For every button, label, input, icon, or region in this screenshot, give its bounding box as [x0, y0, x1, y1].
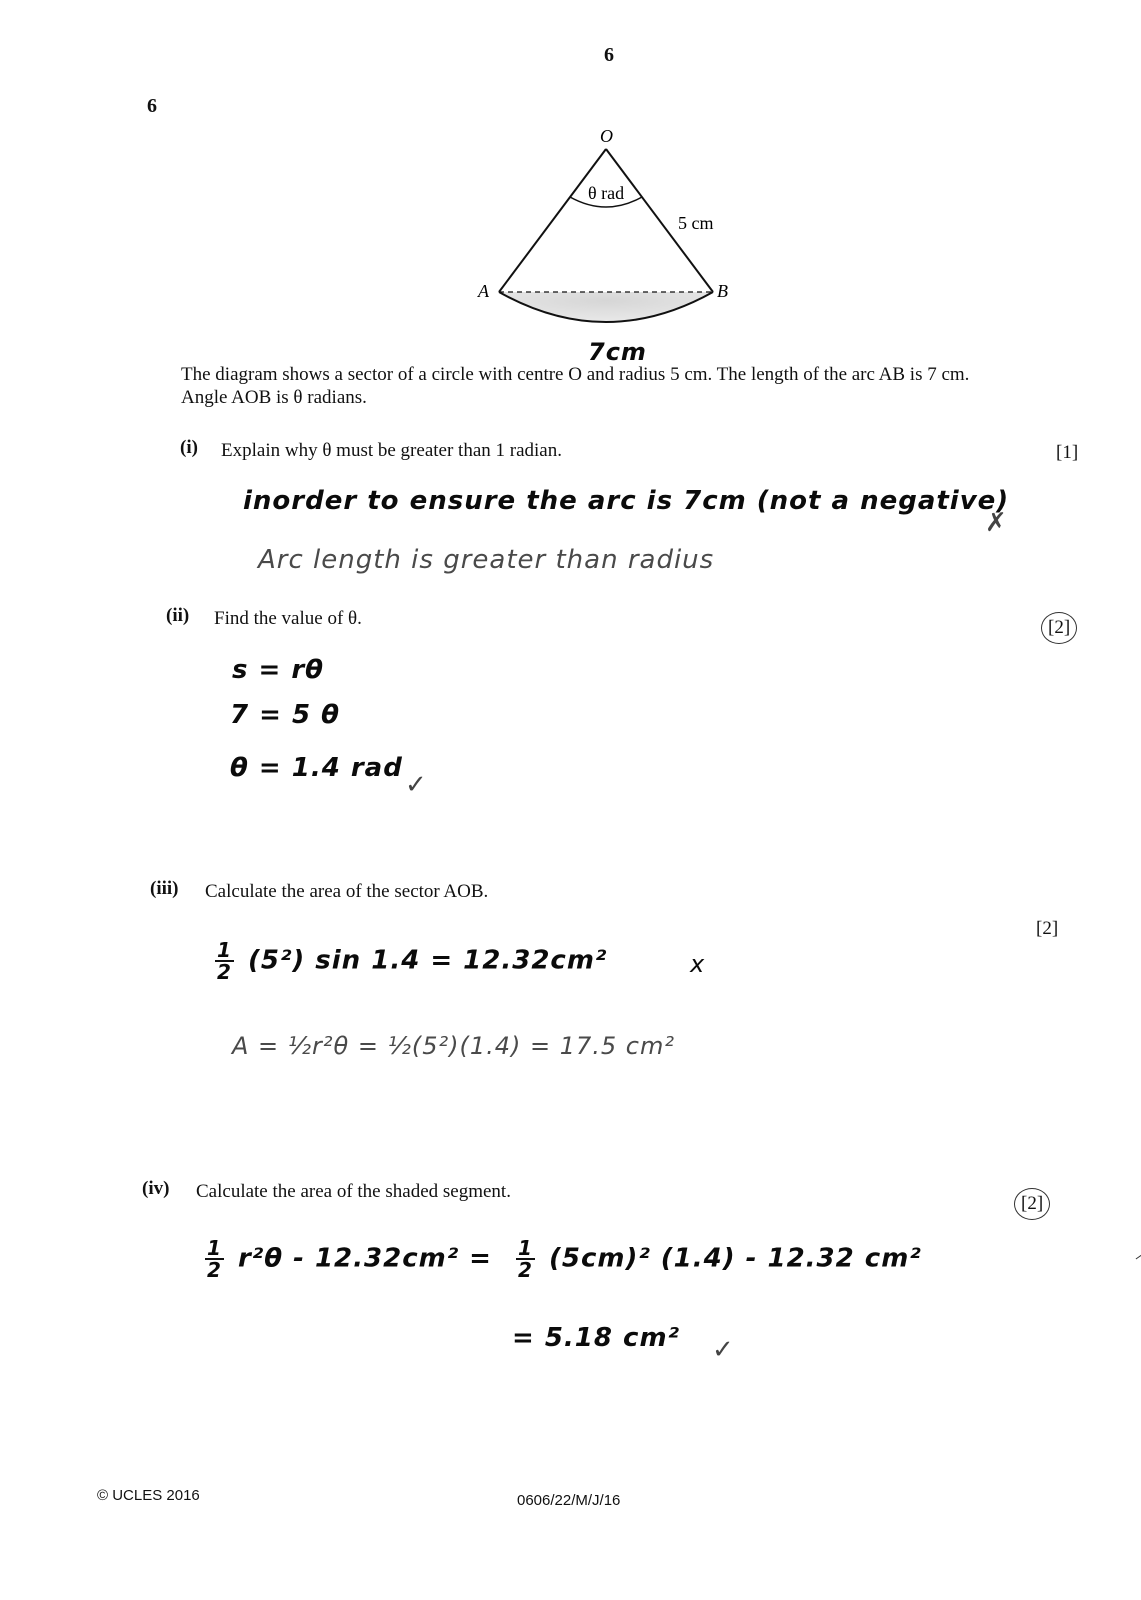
label-a: A: [478, 281, 489, 301]
intro-line-1: The diagram shows a sector of a circle with centre O and radius 5 cm. The length of the arc AB is 7 cm.: [181, 364, 970, 385]
sector-diagram: [470, 120, 750, 370]
arc-length-annotation: 7cm: [588, 338, 647, 366]
part-ii-tick-icon: ✓: [405, 770, 427, 800]
part-iv-number: (iv): [142, 1178, 170, 1199]
label-o: O: [600, 126, 613, 146]
half-fraction: $\frac{1}{2}$: [207, 1236, 222, 1282]
part-iv-answer-2: = 5.18 cm²: [512, 1323, 680, 1353]
part-iv-tick-icon: ✓: [712, 1335, 734, 1365]
intro-line-2: Angle AOB is θ radians.: [181, 387, 367, 408]
part-ii-number: (ii): [166, 605, 190, 626]
part-iv-answer-1: $\frac{1}{2}$ r²θ - 12.32cm² = $\frac{1}{2}$ (5cm)² (1.4) - 12.32 cm²: [207, 1236, 922, 1282]
part-i-mark: [1]: [1056, 442, 1141, 464]
part-i-number: (i): [180, 437, 198, 458]
half-fraction: $\frac{1}{2}$: [517, 1236, 533, 1282]
part-iii-correction: A = ½r²θ = ½(5²)(1.4) = 17.5 cm²: [232, 1032, 675, 1060]
copyright: © UCLES 2016: [97, 1487, 200, 1504]
part-ii-answer-3: θ = 1.4 rad: [230, 753, 403, 783]
part-iii-cross-icon: x: [690, 950, 706, 978]
page-number: 6: [604, 44, 614, 66]
label-b: B: [717, 281, 728, 301]
angle-label: θ rad: [588, 183, 625, 203]
radius-label: 5 cm: [678, 213, 714, 233]
part-i-text: Explain why θ must be greater than 1 radian.: [221, 440, 562, 461]
part-iv-mark: [2]: [1014, 1188, 1050, 1220]
part-iii-mark: [2]: [1036, 918, 1141, 940]
part-ii-answer-2: 7 = 5 θ: [230, 700, 340, 730]
question-number: 6: [147, 95, 157, 117]
part-iii-answer: $\frac{1}{2}$ (5²) sin 1.4 = 12.32cm²: [217, 938, 608, 984]
part-iii-number: (iii): [150, 878, 179, 899]
half-fraction: $\frac{1}{2}$: [217, 938, 232, 984]
part-i-correction: Arc length is greater than radius: [258, 545, 715, 575]
part-ii-answer-1: s = rθ: [232, 655, 325, 685]
part-iii-text: Calculate the area of the sector AOB.: [205, 881, 489, 902]
part-iv-text: Calculate the area of the shaded segment.: [196, 1181, 511, 1202]
part-i-answer: inorder to ensure the arc is 7cm (not a negative): [243, 486, 1010, 516]
part-ii-mark: [2]: [1041, 612, 1077, 644]
part-ii-text: Find the value of θ.: [214, 608, 362, 629]
paper-code: 0606/22/M/J/16: [517, 1492, 621, 1509]
radius-oa: [499, 149, 606, 292]
part-i-cross-icon: ✗: [985, 508, 1007, 538]
